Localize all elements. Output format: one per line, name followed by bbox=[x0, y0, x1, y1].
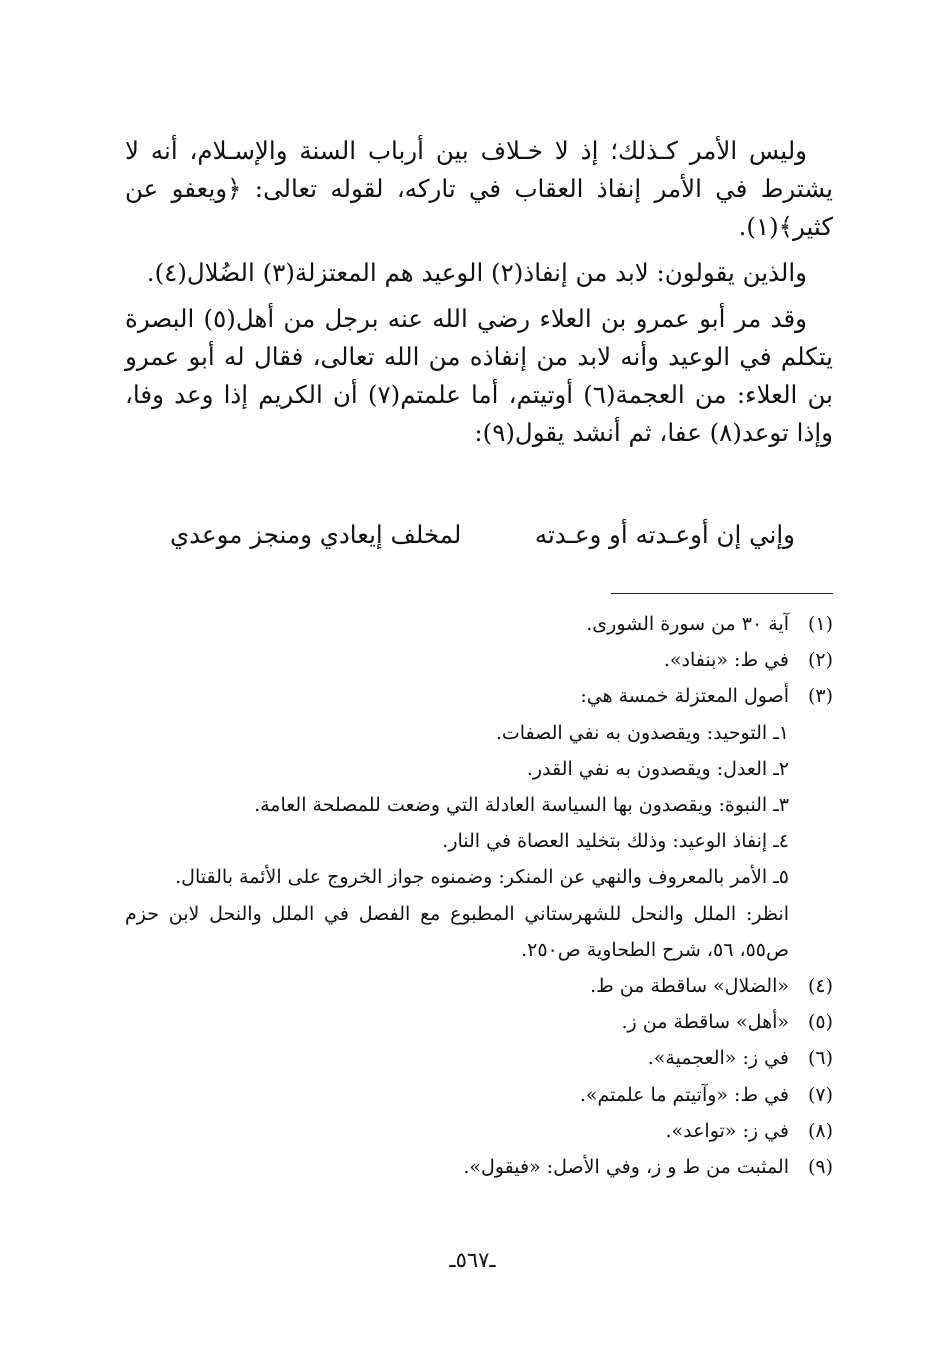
paragraph-1: وليس الأمر كـذلك؛ إذ لا خـلاف بين أرباب السنة والإسـلام، أنه لا يشترط في الأمر إنفاذ العقاب في تاركه، لقوله تعالى: ﴿ويعفو عن كثير﴾(١). bbox=[125, 136, 833, 241]
footnote-reference: انظر: الملل والنحل للشهرستاني المطبوع مع الفصل في الملل والنحل لابن حزم ص٥٥، ٥٦، شرح الطحاوية ص٢٥٠. bbox=[125, 902, 789, 961]
footnote-number: (٣) bbox=[807, 685, 833, 708]
footnote bbox=[125, 606, 833, 642]
footnote bbox=[125, 1077, 833, 1113]
footnote-text: في ط: «بنفاد». bbox=[663, 649, 789, 672]
footnote-text: «الضلال» ساقطة من ط. bbox=[590, 975, 789, 998]
footnote-separator bbox=[611, 593, 833, 594]
footnote-list-item: ٤ـ إنفاذ الوعيد: وذلك بتخليد العصاة في النار. bbox=[442, 830, 789, 853]
footnote-text: «أهل» ساقطة من ز. bbox=[621, 1011, 789, 1034]
footnote-number: (١) bbox=[807, 613, 833, 635]
footnote-text: في ط: «وآتيتم ما علمتم». bbox=[579, 1083, 789, 1106]
footnote bbox=[125, 1113, 833, 1149]
main-text bbox=[125, 132, 833, 452]
paragraph-2: والذين يقولون: لابد من إنفاذ(٢) الوعيد هم المعتزلة(٣) الضُلال(٤). bbox=[146, 258, 807, 287]
poetry-verse bbox=[170, 520, 795, 560]
footnote-number: (٤) bbox=[807, 975, 833, 998]
footnote bbox=[125, 642, 833, 678]
footnote bbox=[125, 678, 833, 714]
footnote-text: في ز: «العجمية». bbox=[647, 1047, 789, 1070]
paragraph-3: وقد مر أبو عمرو بن العلاء رضي الله عنه برجل من أهل(٥) البصرة يتكلم في الوعيد وأنه لابد من إنفاذه من الله تعالى، فقال له أبو عمرو بن العلاء: من العجمة(٦) أوتيتم، أما علمتم(٧) أن الكريم إذا وعد وفا، وإذا توعد(٨) عفا، ثم أنشد يقول(٩): bbox=[125, 304, 833, 447]
footnote-number: (٢) bbox=[807, 649, 833, 672]
footnote-list-item: ٣ـ النبوة: ويقصدون بها السياسة العادلة التي وضعت للمصلحة العامة. bbox=[254, 794, 789, 817]
footnote-text: المثبت من ط و ز، وفي الأصل: «فيقول». bbox=[463, 1156, 789, 1179]
footnote bbox=[125, 1040, 833, 1076]
footnote-number: (٨) bbox=[807, 1119, 833, 1142]
footnote-number: (٧) bbox=[807, 1083, 833, 1106]
footnote-number: (٦) bbox=[807, 1047, 833, 1070]
footnotes bbox=[125, 606, 833, 1185]
verse-second-hemistich: لمخلف إيعادي ومنجز موعدي bbox=[170, 520, 462, 549]
footnote-number: (٩) bbox=[807, 1156, 833, 1179]
footnote-list-item: ١ـ التوحيد: ويقصدون به نفي الصفات. bbox=[495, 721, 789, 744]
footnote-text: في ز: «تواعد». bbox=[665, 1119, 789, 1142]
footnote-text: آية ٣٠ من سورة الشورى. bbox=[586, 613, 789, 635]
footnote-list-item: ٢ـ العدل: ويقصدون به نفي القدر. bbox=[526, 757, 789, 780]
footnote-text: أصول المعتزلة خمسة هي: bbox=[580, 685, 789, 708]
footnote bbox=[125, 968, 833, 1004]
footnote bbox=[125, 1004, 833, 1040]
footnote bbox=[125, 1149, 833, 1185]
footnote-number: (٥) bbox=[807, 1011, 833, 1034]
verse-first-hemistich: وإني إن أوعـدته أو وعـدته bbox=[534, 520, 795, 549]
page-number: ـ٥٦٧ـ bbox=[449, 1248, 496, 1272]
footnote-list-item: ٥ـ الأمر بالمعروف والنهي عن المنكر: وضمنوه جواز الخروج على الأئمة بالقتال. bbox=[175, 866, 789, 889]
